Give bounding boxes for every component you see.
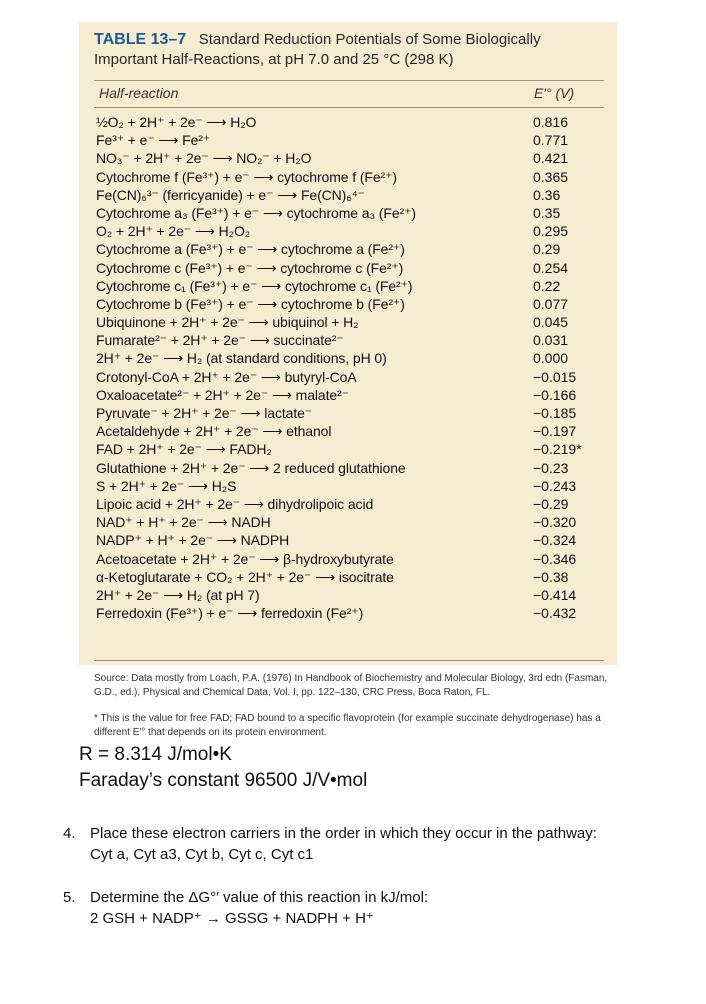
table-row xyxy=(96,222,606,240)
table-row xyxy=(96,568,606,586)
half-reaction-cell: NO₃⁻ + 2H⁺ + 2e⁻ ⟶ NO₂⁻ + H₂O xyxy=(96,150,312,167)
table-row xyxy=(96,295,606,313)
column-header-potential: E′° (V) xyxy=(534,85,575,101)
half-reaction-cell: Cytochrome b (Fe³⁺) + e⁻ ⟶ cytochrome b (Fe²⁺) xyxy=(96,295,405,312)
table-row xyxy=(96,186,606,204)
potential-cell: −0.243 xyxy=(533,477,577,494)
table-row xyxy=(96,168,606,186)
table-footnote: * This is the value for free FAD; FAD bound to a specific flavoprotein (for example succinate dehydrogenase) has a different E′° that depends on its protein environment. xyxy=(94,713,601,738)
potential-cell: −0.346 xyxy=(533,550,577,567)
potential-cell: 0.22 xyxy=(533,277,561,294)
half-reaction-cell: Acetoacetate + 2H⁺ + 2e⁻ ⟶ β-hydroxybutyrate xyxy=(96,550,394,567)
half-reaction-cell: Cytochrome a₃ (Fe³⁺) + e⁻ ⟶ cytochrome a₃ (Fe²⁺) xyxy=(96,204,416,221)
half-reaction-cell: Oxaloacetate²⁻ + 2H⁺ + 2e⁻ ⟶ malate²⁻ xyxy=(96,386,349,403)
half-reaction-cell: α-Ketoglutarate + CO₂ + 2H⁺ + 2e⁻ ⟶ isocitrate xyxy=(96,568,394,585)
half-reaction-cell: NAD⁺ + H⁺ + 2e⁻ ⟶ NADH xyxy=(96,514,271,531)
half-reaction-cell: 2H⁺ + 2e⁻ ⟶ H₂ (at pH 7) xyxy=(96,586,260,603)
table-row xyxy=(96,422,606,440)
potential-cell: 0.816 xyxy=(533,114,569,130)
half-reaction-cell: Acetaldehyde + 2H⁺ + 2e⁻ ⟶ ethanol xyxy=(96,423,332,440)
table-row xyxy=(96,477,606,495)
potential-cell: −0.185 xyxy=(533,405,577,421)
half-reaction-cell: Cytochrome c₁ (Fe³⁺) + e⁻ ⟶ cytochrome c₁ (Fe²⁺) xyxy=(96,277,413,294)
table-row xyxy=(96,368,606,386)
potential-cell: 0.421 xyxy=(533,150,569,167)
table-row xyxy=(96,259,606,277)
potential-cell: −0.38 xyxy=(533,568,569,585)
half-reaction-cell: ½O₂ + 2H⁺ + 2e⁻ ⟶ H₂O xyxy=(96,114,257,130)
table-row xyxy=(96,586,606,604)
table-row xyxy=(96,277,606,295)
half-reaction-cell: Ferredoxin (Fe³⁺) + e⁻ ⟶ ferredoxin (Fe²⁺) xyxy=(96,605,364,622)
potential-cell: −0.320 xyxy=(533,514,577,531)
table-row xyxy=(96,404,606,422)
half-reaction-cell: Cytochrome f (Fe³⁺) + e⁻ ⟶ cytochrome f (Fe²⁺) xyxy=(96,168,397,185)
potential-cell: 0.000 xyxy=(533,350,569,367)
potential-cell: 0.254 xyxy=(533,259,569,276)
question-text xyxy=(90,823,690,865)
potential-cell: 0.36 xyxy=(533,186,561,203)
table-row xyxy=(96,240,606,258)
half-reaction-cell: Lipoic acid + 2H⁺ + 2e⁻ ⟶ dihydrolipoic acid xyxy=(96,495,374,512)
half-reaction-cell: Pyruvate⁻ + 2H⁺ + 2e⁻ ⟶ lactate⁻ xyxy=(96,405,313,421)
question-text xyxy=(90,887,690,929)
potential-cell: −0.432 xyxy=(533,605,577,622)
table-row xyxy=(96,331,606,349)
half-reaction-cell: FAD + 2H⁺ + 2e⁻ ⟶ FADH₂ xyxy=(96,441,272,458)
half-reaction-cell: O₂ + 2H⁺ + 2e⁻ ⟶ H₂O₂ xyxy=(96,223,251,240)
potential-cell: −0.166 xyxy=(533,386,577,403)
half-reaction-cell: Fe(CN)₆³⁻ (ferricyanide) + e⁻ ⟶ Fe(CN)₆⁴⁻ xyxy=(96,186,365,203)
table-row xyxy=(96,440,606,458)
table-row xyxy=(96,513,606,531)
potential-cell: −0.197 xyxy=(533,423,577,440)
half-reaction-cell: NADP⁺ + H⁺ + 2e⁻ ⟶ NADPH xyxy=(96,532,290,549)
question-line: Cyt a, Cyt a3, Cyt b, Cyt c, Cyt c1 xyxy=(90,846,314,863)
question-line: Determine the ΔG°′ value of this reaction in kJ/mol: xyxy=(90,889,429,906)
table-row xyxy=(96,204,606,222)
potential-cell: −0.015 xyxy=(533,368,577,385)
table-row xyxy=(96,113,606,131)
table-top-rule xyxy=(94,80,604,81)
table-caption xyxy=(94,30,604,70)
table-row xyxy=(96,495,606,513)
half-reaction-cell: Cytochrome a (Fe³⁺) + e⁻ ⟶ cytochrome a (Fe²⁺) xyxy=(96,241,405,258)
question-line: 2 GSH + NADP⁺ → GSSG + NADPH + H⁺ xyxy=(90,910,374,927)
half-reaction-cell: Glutathione + 2H⁺ + 2e⁻ ⟶ 2 reduced glutathione xyxy=(96,459,406,476)
table-number: TABLE 13–7 xyxy=(94,31,187,48)
table-row xyxy=(96,550,606,568)
potential-cell: 0.771 xyxy=(533,132,569,149)
potential-cell: 0.365 xyxy=(533,168,569,185)
column-header-half-reaction: Half-reaction xyxy=(99,85,179,101)
potential-cell: −0.23 xyxy=(533,459,569,476)
half-reaction-cell: Ubiquinone + 2H⁺ + 2e⁻ ⟶ ubiquinol + H₂ xyxy=(96,314,359,331)
potential-cell: −0.414 xyxy=(533,586,577,603)
table-body xyxy=(96,113,606,622)
potential-cell: 0.29 xyxy=(533,241,561,258)
half-reaction-cell: 2H⁺ + 2e⁻ ⟶ H₂ (at standard conditions, pH 0) xyxy=(96,350,387,367)
table-header-rule xyxy=(94,107,604,108)
half-reaction-cell: Fumarate²⁻ + 2H⁺ + 2e⁻ ⟶ succinate²⁻ xyxy=(96,332,344,349)
potential-cell: −0.29 xyxy=(533,495,569,512)
table-row xyxy=(96,531,606,549)
question-line: Place these electron carriers in the order in which they occur in the pathway: xyxy=(90,825,597,842)
table-row xyxy=(96,386,606,404)
question-number: 4. xyxy=(63,825,76,842)
gas-constant: R = 8.314 J/mol•K xyxy=(79,744,232,765)
half-reaction-cell: Fe³⁺ + e⁻ ⟶ Fe²⁺ xyxy=(96,132,211,149)
potential-cell: 0.077 xyxy=(533,295,569,312)
potential-cell: −0.219* xyxy=(533,441,582,458)
half-reaction-cell: Cytochrome c (Fe³⁺) + e⁻ ⟶ cytochrome c (Fe²⁺) xyxy=(96,259,404,276)
table-row xyxy=(96,149,606,167)
table-bottom-rule xyxy=(94,660,604,661)
half-reaction-cell: Crotonyl-CoA + 2H⁺ + 2e⁻ ⟶ butyryl-CoA xyxy=(96,368,357,385)
table-title: Standard Reduction Potentials of Some Biologically Important Half-Reactions, at pH 7.0 and 25 °C (298 K) xyxy=(94,31,541,68)
table-row xyxy=(96,131,606,149)
potential-cell: 0.295 xyxy=(533,223,569,240)
faraday-constant: Faraday’s constant 96500 J/V•mol xyxy=(79,770,368,791)
table-row xyxy=(96,459,606,477)
table-row xyxy=(96,313,606,331)
table-row xyxy=(96,604,606,622)
potential-cell: 0.031 xyxy=(533,332,569,349)
potential-cell: 0.045 xyxy=(533,314,569,331)
potential-cell: −0.324 xyxy=(533,532,577,549)
table-row xyxy=(96,349,606,367)
potential-cell: 0.35 xyxy=(533,204,561,221)
question-number: 5. xyxy=(63,889,76,906)
table-source-note: Source: Data mostly from Loach, P.A. (1976) In Handbook of Biochemistry and Molecular Biology, 3rd edn (Fasman, G.D., ed.), Physical and Chemical Data, Vol. I, pp. 122–130, CRC Press, Boca Raton, FL. xyxy=(94,673,608,698)
half-reaction-cell: S + 2H⁺ + 2e⁻ ⟶ H₂S xyxy=(96,477,237,494)
